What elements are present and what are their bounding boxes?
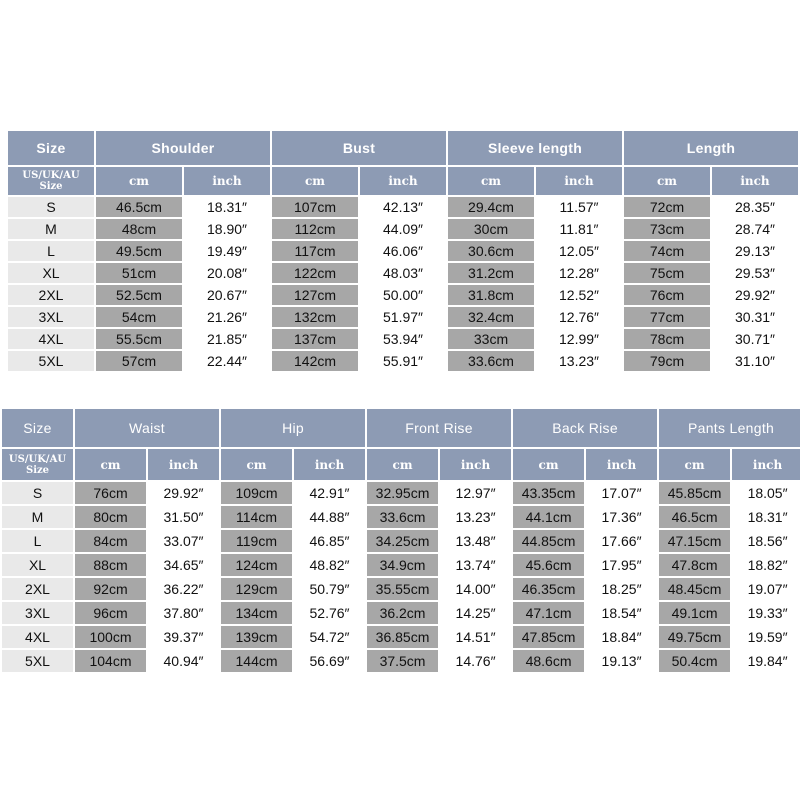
unit-cm-label: cm [221,449,292,480]
unit-cm-label: cm [448,167,534,195]
cm-value-cell: 137cm [272,329,358,349]
cm-value-cell: 129cm [221,578,292,600]
cm-value-cell: 37.5cm [367,650,438,672]
cm-value-cell: 73cm [624,219,710,239]
cm-value-cell: 134cm [221,602,292,624]
unit-row [8,167,798,195]
cm-value-cell: 46.5cm [659,506,730,528]
inch-value-cell: 12.05″ [536,241,622,261]
cm-value-cell: 30.6cm [448,241,534,261]
inch-value-cell: 12.28″ [536,263,622,283]
inch-value-cell: 12.76″ [536,307,622,327]
inch-value-cell: 50.79″ [294,578,365,600]
inch-value-cell: 40.94″ [148,650,219,672]
inch-value-cell: 12.52″ [536,285,622,305]
cm-value-cell: 77cm [624,307,710,327]
cm-value-cell: 36.85cm [367,626,438,648]
cm-value-cell: 119cm [221,530,292,552]
inch-value-cell: 30.31″ [712,307,798,327]
cm-value-cell: 132cm [272,307,358,327]
cm-value-cell: 32.95cm [367,482,438,504]
inch-value-cell: 42.13″ [360,197,446,217]
inch-value-cell: 53.94″ [360,329,446,349]
cm-value-cell: 44.1cm [513,506,584,528]
inch-value-cell: 17.36″ [586,506,657,528]
cm-value-cell: 49.1cm [659,602,730,624]
cm-value-cell: 47.85cm [513,626,584,648]
cm-value-cell: 109cm [221,482,292,504]
inch-value-cell: 44.88″ [294,506,365,528]
size-cell: 3XL [8,307,94,327]
inch-value-cell: 19.84″ [732,650,800,672]
inch-value-cell: 44.09″ [360,219,446,239]
inch-value-cell: 29.13″ [712,241,798,261]
size-cell: L [8,241,94,261]
inch-value-cell: 18.54″ [586,602,657,624]
length-header: Length [624,131,798,165]
cm-value-cell: 48.6cm [513,650,584,672]
inch-value-cell: 13.23″ [440,506,511,528]
size-cell: 4XL [8,329,94,349]
cm-value-cell: 84cm [75,530,146,552]
cm-value-cell: 35.55cm [367,578,438,600]
cm-value-cell: 79cm [624,351,710,371]
inch-value-cell: 17.66″ [586,530,657,552]
inch-value-cell: 18.25″ [586,578,657,600]
inch-value-cell: 18.31″ [184,197,270,217]
inch-value-cell: 18.82″ [732,554,800,576]
inch-value-cell: 21.85″ [184,329,270,349]
cm-value-cell: 117cm [272,241,358,261]
region-size-label [2,449,73,480]
inch-value-cell: 31.50″ [148,506,219,528]
front-rise-header: Front Rise [367,409,511,447]
inch-value-cell: 19.33″ [732,602,800,624]
size-cell: 2XL [8,285,94,305]
table-row [2,626,800,648]
size-cell: 4XL [2,626,73,648]
inch-value-cell: 52.76″ [294,602,365,624]
inch-value-cell: 17.07″ [586,482,657,504]
unit-inch-label: inch [294,449,365,480]
cm-value-cell: 49.5cm [96,241,182,261]
inch-value-cell: 18.84″ [586,626,657,648]
cm-value-cell: 29.4cm [448,197,534,217]
unit-inch-label: inch [184,167,270,195]
cm-value-cell: 47.8cm [659,554,730,576]
table-row [2,578,800,600]
table-row [8,263,798,283]
cm-value-cell: 76cm [624,285,710,305]
inch-value-cell: 12.97″ [440,482,511,504]
unit-cm-label: cm [659,449,730,480]
cm-value-cell: 31.2cm [448,263,534,283]
size-cell: S [2,482,73,504]
inch-value-cell: 14.51″ [440,626,511,648]
unit-cm-label: cm [367,449,438,480]
size-cell: M [8,219,94,239]
cm-value-cell: 46.5cm [96,197,182,217]
cm-value-cell: 43.35cm [513,482,584,504]
cm-value-cell: 114cm [221,506,292,528]
inch-value-cell: 18.56″ [732,530,800,552]
inch-value-cell: 29.53″ [712,263,798,283]
cm-value-cell: 45.6cm [513,554,584,576]
unit-cm-label: cm [513,449,584,480]
table-row [8,351,798,371]
size-cell: M [2,506,73,528]
cm-value-cell: 88cm [75,554,146,576]
cm-value-cell: 112cm [272,219,358,239]
inch-value-cell: 46.85″ [294,530,365,552]
inch-value-cell: 18.90″ [184,219,270,239]
bottom-table-body [2,482,800,672]
size-cell: S [8,197,94,217]
inch-value-cell: 14.00″ [440,578,511,600]
table-row [2,650,800,672]
inch-value-cell: 18.31″ [732,506,800,528]
unit-inch-label: inch [586,449,657,480]
cm-value-cell: 75cm [624,263,710,283]
shoulder-header: Shoulder [96,131,270,165]
top-size-chart [6,129,800,373]
inch-value-cell: 28.74″ [712,219,798,239]
cm-value-cell: 52.5cm [96,285,182,305]
unit-cm-label: cm [272,167,358,195]
unit-cm-label: cm [96,167,182,195]
region-label: US/UK/AU [22,170,80,181]
cm-value-cell: 33.6cm [448,351,534,371]
region-size-text: Size [39,181,63,192]
cm-value-cell: 33.6cm [367,506,438,528]
inch-value-cell: 51.97″ [360,307,446,327]
inch-value-cell: 33.07″ [148,530,219,552]
inch-value-cell: 56.69″ [294,650,365,672]
inch-value-cell: 55.91″ [360,351,446,371]
inch-value-cell: 46.06″ [360,241,446,261]
table-row [2,602,800,624]
cm-value-cell: 47.15cm [659,530,730,552]
inch-value-cell: 13.48″ [440,530,511,552]
cm-value-cell: 44.85cm [513,530,584,552]
cm-value-cell: 96cm [75,602,146,624]
cm-value-cell: 139cm [221,626,292,648]
inch-value-cell: 54.72″ [294,626,365,648]
region-size-label [8,167,94,195]
pants-length-header: Pants Length [659,409,800,447]
cm-value-cell: 34.9cm [367,554,438,576]
cm-value-cell: 34.25cm [367,530,438,552]
inch-value-cell: 14.76″ [440,650,511,672]
cm-value-cell: 30cm [448,219,534,239]
cm-value-cell: 48cm [96,219,182,239]
inch-value-cell: 31.10″ [712,351,798,371]
inch-value-cell: 19.13″ [586,650,657,672]
bust-header: Bust [272,131,446,165]
size-cell: XL [8,263,94,283]
table-row [2,530,800,552]
unit-row [2,449,800,480]
inch-value-cell: 17.95″ [586,554,657,576]
cm-value-cell: 55.5cm [96,329,182,349]
cm-value-cell: 33cm [448,329,534,349]
cm-value-cell: 32.4cm [448,307,534,327]
inch-value-cell: 11.57″ [536,197,622,217]
cm-value-cell: 124cm [221,554,292,576]
region-size-text: Size [25,464,50,476]
unit-cm-label: cm [75,449,146,480]
cm-value-cell: 104cm [75,650,146,672]
inch-value-cell: 13.23″ [536,351,622,371]
size-cell: L [2,530,73,552]
cm-value-cell: 57cm [96,351,182,371]
inch-value-cell: 30.71″ [712,329,798,349]
cm-value-cell: 80cm [75,506,146,528]
cm-value-cell: 36.2cm [367,602,438,624]
inch-value-cell: 37.80″ [148,602,219,624]
unit-inch-label: inch [360,167,446,195]
inch-value-cell: 20.67″ [184,285,270,305]
sleeve-length-header: Sleeve length [448,131,622,165]
cm-value-cell: 78cm [624,329,710,349]
inch-value-cell: 36.22″ [148,578,219,600]
cm-value-cell: 47.1cm [513,602,584,624]
size-cell: 3XL [2,602,73,624]
size-column-header: Size [2,409,73,447]
table-row [8,307,798,327]
inch-value-cell: 50.00″ [360,285,446,305]
inch-value-cell: 48.82″ [294,554,365,576]
table-row [2,482,800,504]
inch-value-cell: 39.37″ [148,626,219,648]
inch-value-cell: 29.92″ [712,285,798,305]
cm-value-cell: 72cm [624,197,710,217]
unit-inch-label: inch [440,449,511,480]
inch-value-cell: 48.03″ [360,263,446,283]
inch-value-cell: 28.35″ [712,197,798,217]
cm-value-cell: 50.4cm [659,650,730,672]
cm-value-cell: 76cm [75,482,146,504]
inch-value-cell: 19.59″ [732,626,800,648]
cm-value-cell: 51cm [96,263,182,283]
cm-value-cell: 100cm [75,626,146,648]
cm-value-cell: 46.35cm [513,578,584,600]
inch-value-cell: 18.05″ [732,482,800,504]
bottom-size-chart [0,407,800,674]
unit-cm-label: cm [624,167,710,195]
inch-value-cell: 42.91″ [294,482,365,504]
cm-value-cell: 107cm [272,197,358,217]
cm-value-cell: 45.85cm [659,482,730,504]
header-row [2,409,800,447]
size-cell: XL [2,554,73,576]
top-table-body [8,197,798,371]
cm-value-cell: 54cm [96,307,182,327]
inch-value-cell: 19.07″ [732,578,800,600]
cm-value-cell: 49.75cm [659,626,730,648]
cm-value-cell: 74cm [624,241,710,261]
inch-value-cell: 22.44″ [184,351,270,371]
table-row [8,197,798,217]
table-row [2,554,800,576]
header-row [8,131,798,165]
cm-value-cell: 127cm [272,285,358,305]
cm-value-cell: 144cm [221,650,292,672]
size-cell: 2XL [2,578,73,600]
cm-value-cell: 122cm [272,263,358,283]
hip-header: Hip [221,409,365,447]
cm-value-cell: 31.8cm [448,285,534,305]
inch-value-cell: 13.74″ [440,554,511,576]
size-column-header: Size [8,131,94,165]
size-cell: 5XL [8,351,94,371]
unit-inch-label: inch [536,167,622,195]
unit-inch-label: inch [148,449,219,480]
inch-value-cell: 12.99″ [536,329,622,349]
unit-inch-label: inch [732,449,800,480]
inch-value-cell: 21.26″ [184,307,270,327]
table-row [8,329,798,349]
cm-value-cell: 142cm [272,351,358,371]
table-row [8,219,798,239]
inch-value-cell: 19.49″ [184,241,270,261]
cm-value-cell: 48.45cm [659,578,730,600]
cm-value-cell: 92cm [75,578,146,600]
inch-value-cell: 34.65″ [148,554,219,576]
region-label: US/UK/AU [8,453,67,465]
inch-value-cell: 29.92″ [148,482,219,504]
table-row [2,506,800,528]
waist-header: Waist [75,409,219,447]
back-rise-header: Back Rise [513,409,657,447]
table-row [8,285,798,305]
inch-value-cell: 20.08″ [184,263,270,283]
inch-value-cell: 14.25″ [440,602,511,624]
unit-inch-label: inch [712,167,798,195]
inch-value-cell: 11.81″ [536,219,622,239]
size-cell: 5XL [2,650,73,672]
table-row [8,241,798,261]
